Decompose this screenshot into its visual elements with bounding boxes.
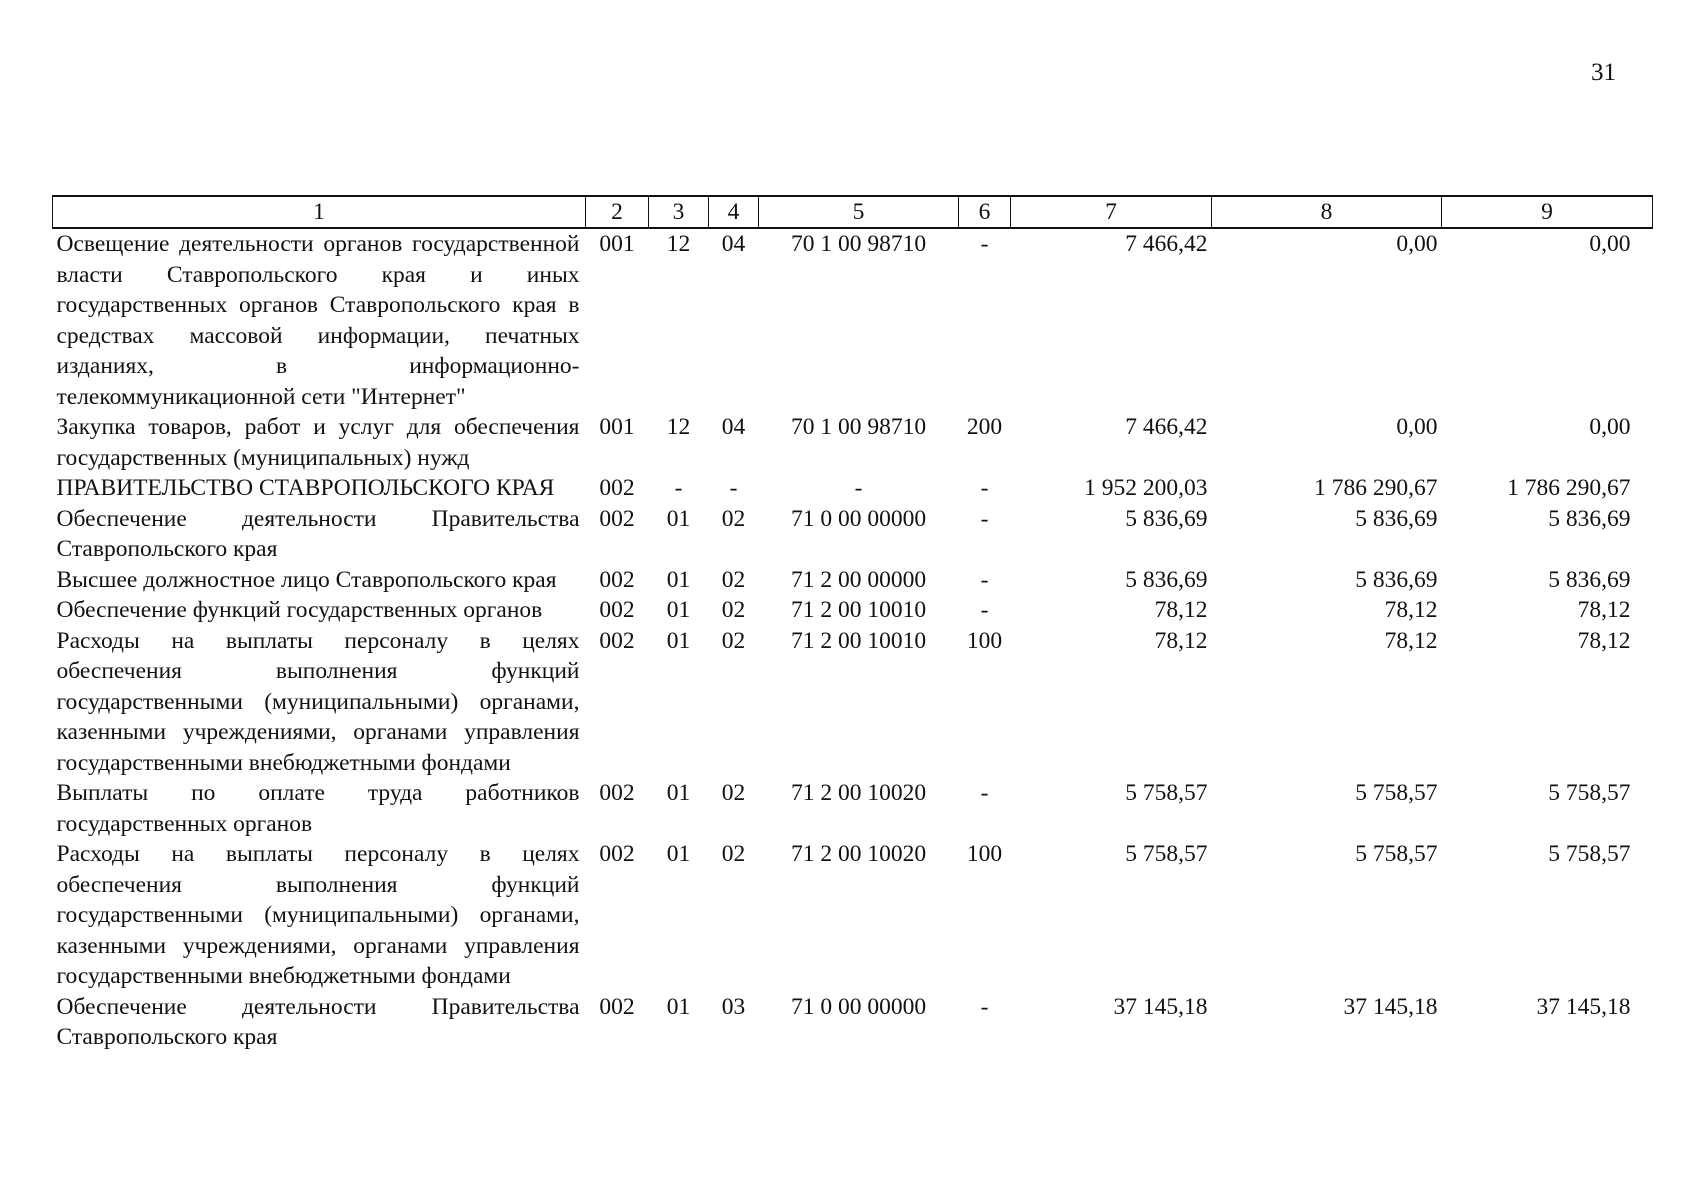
item-name: Обеспечение деятельности Правительства Ставропольского края [56,993,580,1050]
ministry-code: 001 [599,231,635,257]
subsection-code: 02 [721,841,746,867]
amount-col-8: 5 758,57 [1355,841,1438,867]
ministry-code: 002 [599,566,635,593]
table-row [53,595,1653,626]
amount-col-8: 5 836,69 [1355,505,1438,532]
subsection-code: 02 [721,566,746,593]
ministry-code: 002 [599,475,635,501]
column-header: 2 [586,196,649,228]
expense-type-code: - [980,993,989,1020]
table-row [53,228,1653,412]
ministry-code: 001 [599,414,635,440]
amount-col-7: 7 466,42 [1125,231,1208,257]
ministry-code: 002 [599,993,635,1020]
amount-col-9: 5 758,57 [1548,841,1631,867]
expense-type-code: 200 [966,414,1003,440]
subsection-code: 02 [721,597,746,623]
section-code: - [674,475,683,501]
amount-col-7: 37 145,18 [1113,993,1208,1020]
item-name: Обеспечение деятельности Правительства Ставропольского края [56,505,580,562]
item-name: Закупка товаров, работ и услуг для обеспечения государственных (муниципальных) нужд [56,414,580,471]
section-code: 12 [666,231,691,257]
amount-col-8: 5 758,57 [1355,780,1438,806]
target-article-code: 71 2 00 00000 [790,566,927,593]
ministry-code: 002 [599,780,635,806]
table-header [53,196,1653,228]
table-body [53,228,1653,1053]
column-header: 8 [1212,196,1442,228]
amount-col-8: 5 836,69 [1355,566,1438,593]
amount-col-9: 5 836,69 [1548,566,1631,593]
column-header: 3 [649,196,709,228]
section-code: 01 [666,993,691,1020]
item-name: Выплаты по оплате труда работников государственных органов [56,780,580,837]
amount-col-9: 78,12 [1577,627,1631,654]
header-row [53,196,1653,228]
table-row [53,626,1653,779]
ministry-code: 002 [599,627,635,654]
section-code: 01 [666,566,691,593]
column-header: 1 [53,196,586,228]
item-name: Расходы на выплаты персоналу в целях обеспечения выполнения функций государственными (муниципальными) органами, казенными учреждениями, органами управления государственными внебюджетными фондами [56,841,580,989]
item-name: Освещение деятельности органов государственной власти Ставропольского края и иных государственных органов Ставропольского края в средствах массовой информации, печатных изданиях, в информационно-телекоммуникационной сети "Интернет" [56,231,580,410]
target-article-code: 71 0 00 00000 [790,993,927,1020]
ministry-code: 002 [599,841,635,867]
amount-col-8: 37 145,18 [1343,993,1438,1020]
section-code: 01 [666,597,691,623]
amount-col-7: 78,12 [1154,597,1208,623]
target-article-code: - [854,475,863,501]
subsection-code: 02 [721,505,746,532]
amount-col-7: 5 758,57 [1125,841,1208,867]
amount-col-9: 1 786 290,67 [1507,475,1631,501]
table-row [53,839,1653,992]
ministry-code: 002 [599,505,635,532]
subsection-code: 04 [721,414,746,440]
amount-col-9: 78,12 [1577,597,1631,623]
amount-col-8: 78,12 [1384,597,1438,623]
section-code: 01 [666,627,691,654]
section-code: 01 [666,780,691,806]
table-row [53,565,1653,596]
target-article-code: 70 1 00 98710 [790,414,927,440]
table-row [53,412,1653,473]
expense-type-code: 100 [966,841,1003,867]
page-number: 31 [1591,59,1616,86]
target-article-code: 71 2 00 10010 [790,627,927,654]
section-code: 01 [666,841,691,867]
column-header: 6 [959,196,1011,228]
target-article-code: 71 2 00 10020 [790,780,927,806]
expense-type-code: - [980,566,989,593]
subsection-code: 03 [721,993,746,1020]
expense-type-code: - [980,780,989,806]
subsection-code: - [729,475,738,501]
amount-col-8: 1 786 290,67 [1314,475,1438,501]
amount-col-7: 1 952 200,03 [1084,475,1208,501]
expense-type-code: - [980,231,989,257]
ministry-code: 002 [599,597,635,623]
table-row [53,473,1653,504]
expense-type-code: - [980,475,989,501]
amount-col-7: 78,12 [1154,627,1208,654]
subsection-code: 02 [721,780,746,806]
item-name: Обеспечение функций государственных органов [56,597,543,623]
table-row [53,778,1653,839]
amount-col-9: 37 145,18 [1536,993,1631,1020]
target-article-code: 71 2 00 10010 [790,597,927,623]
budget-table [52,195,1653,1053]
amount-col-7: 5 836,69 [1125,566,1208,593]
section-code: 12 [666,414,691,440]
section-code: 01 [666,505,691,532]
amount-col-8: 78,12 [1384,627,1438,654]
amount-col-9: 5 836,69 [1548,505,1631,532]
expense-type-code: - [980,505,989,532]
column-header: 5 [759,196,959,228]
amount-col-8: 0,00 [1396,231,1438,257]
subsection-code: 04 [721,231,746,257]
table-row [53,992,1653,1053]
item-name: Высшее должностное лицо Ставропольского края [56,566,557,593]
target-article-code: 71 0 00 00000 [790,505,927,532]
amount-col-7: 5 758,57 [1125,780,1208,806]
amount-col-8: 0,00 [1396,414,1438,440]
item-name: Расходы на выплаты персоналу в целях обеспечения выполнения функций государственными (муниципальными) органами, казенными учреждениями, органами управления государственными внебюджетными фондами [56,627,580,776]
amount-col-7: 5 836,69 [1125,505,1208,532]
column-header: 7 [1011,196,1212,228]
amount-col-9: 0,00 [1589,231,1631,257]
amount-col-9: 0,00 [1589,414,1631,440]
expense-type-code: 100 [966,627,1003,654]
column-header: 4 [709,196,759,228]
expense-type-code: - [980,597,989,623]
target-article-code: 71 2 00 10020 [790,841,927,867]
column-header: 9 [1442,196,1653,228]
amount-col-7: 7 466,42 [1125,414,1208,440]
table-row [53,504,1653,565]
subsection-code: 02 [721,627,746,654]
amount-col-9: 5 758,57 [1548,780,1631,806]
target-article-code: 70 1 00 98710 [790,231,927,257]
item-name: ПРАВИТЕЛЬСТВО СТАВРОПОЛЬСКОГО КРАЯ [56,475,555,501]
